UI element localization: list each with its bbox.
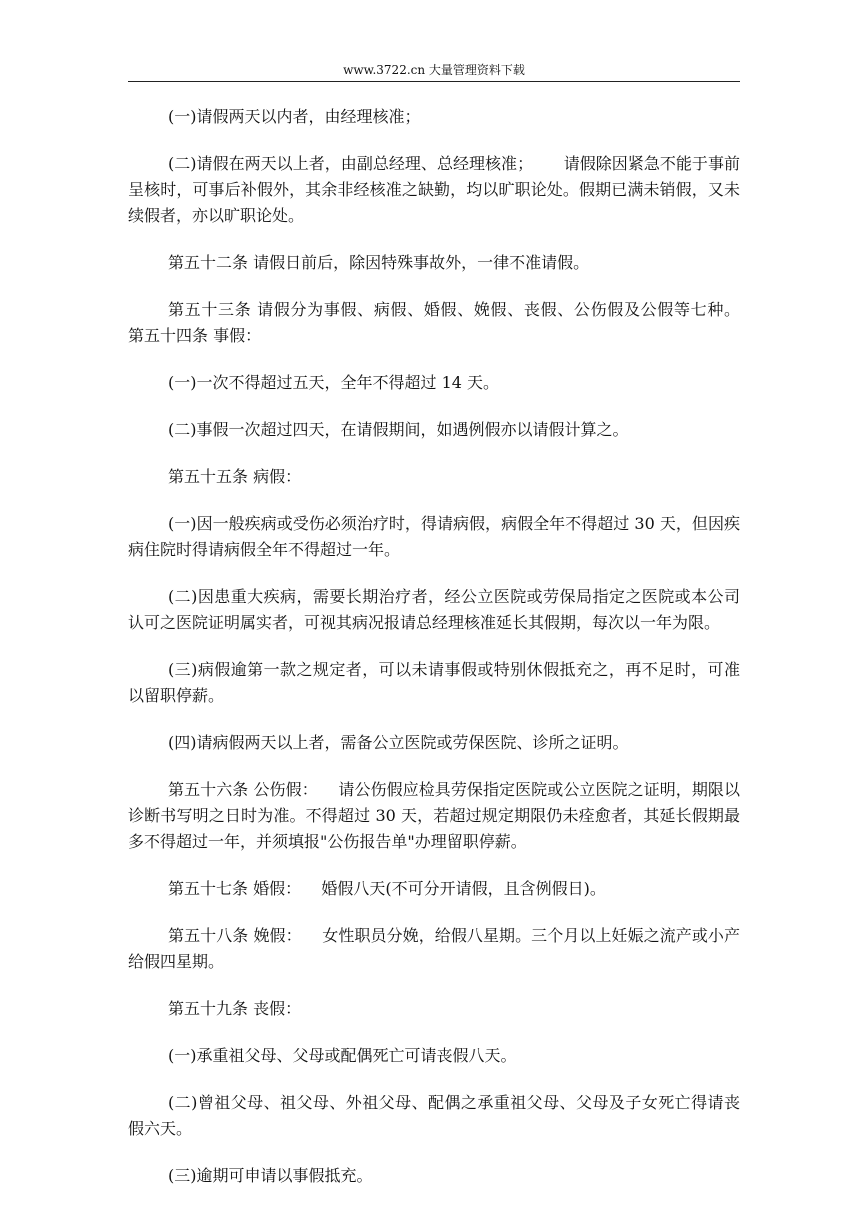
funeral-leave-item-1: (一)承重祖父母、父母或配偶死亡可请丧假八天。 (168, 1046, 517, 1065)
sick-leave-item-3: (三)病假逾第一款之规定者，可以未请事假或特别休假抵充之，再不足时，可准以留职停薪。 (128, 660, 740, 705)
article-56: 第五十六条 公伤假： 请公伤假应检具劳保指定医院或公立医院之证明，期限以诊断书写明之日时为准。不得超过 30 天，若超过规定期限仍未痊愈者，其延长假期最多不得超过一年，并须填报"公伤报告单"办理留职停薪。 (128, 780, 740, 851)
article-57: 第五十七条 婚假： 婚假八天(不可分开请假，且含例假日)。 (168, 879, 606, 898)
article-53-54: 第五十三条 请假分为事假、病假、婚假、娩假、丧假、公伤假及公假等七种。 第五十四条 事假： (128, 300, 761, 345)
paragraph-leave-two-days: (一)请假两天以内者，由经理核准； (168, 107, 421, 126)
funeral-leave-item-3: (三)逾期可申请以事假抵充。 (168, 1166, 373, 1185)
paragraph-leave-over-two-days: (二)请假在两天以上者，由副总经理、总经理核准； 请假除因紧急不能于事前呈核时，可事后补假外，其余非经核准之缺勤，均以旷职论处。假期已满未销假，又未续假者，亦以旷职论处。 (128, 154, 740, 225)
sick-leave-item-1: (一)因一般疾病或受伤必须治疗时，得请病假，病假全年不得超过 30 天，但因疾病住院时得请病假全年不得超过一年。 (128, 514, 740, 559)
header-divider (128, 81, 740, 82)
article-55: 第五十五条 病假： (168, 467, 302, 486)
article-58: 第五十八条 娩假： 女性职员分娩，给假八星期。三个月以上妊娠之流产或小产给假四星期。 (128, 926, 740, 971)
sick-leave-item-2: (二)因患重大疾病，需要长期治疗者，经公立医院或劳保局指定之医院或本公司认可之医院证明属实者，可视其病况报请总经理核准延长其假期，每次以一年为限。 (128, 587, 740, 632)
funeral-leave-item-2: (二)曾祖父母、祖父母、外祖父母、配偶之承重祖父母、父母及子女死亡得请丧假六天。 (128, 1093, 740, 1138)
article-59: 第五十九条 丧假： (168, 999, 302, 1018)
personal-leave-item-1: (一)一次不得超过五天，全年不得超过 14 天。 (168, 373, 500, 392)
sick-leave-item-4: (四)请病假两天以上者，需备公立医院或劳保医院、诊所之证明。 (168, 733, 629, 752)
page-header: www.3722.cn 大量管理资料下载 (343, 63, 525, 77)
document-body (128, 104, 761, 1210)
article-52: 第五十二条 请假日前后，除因特殊事故外，一律不准请假。 (168, 253, 590, 272)
personal-leave-item-2: (二)事假一次超过四天，在请假期间，如遇例假亦以请假计算之。 (168, 420, 629, 439)
